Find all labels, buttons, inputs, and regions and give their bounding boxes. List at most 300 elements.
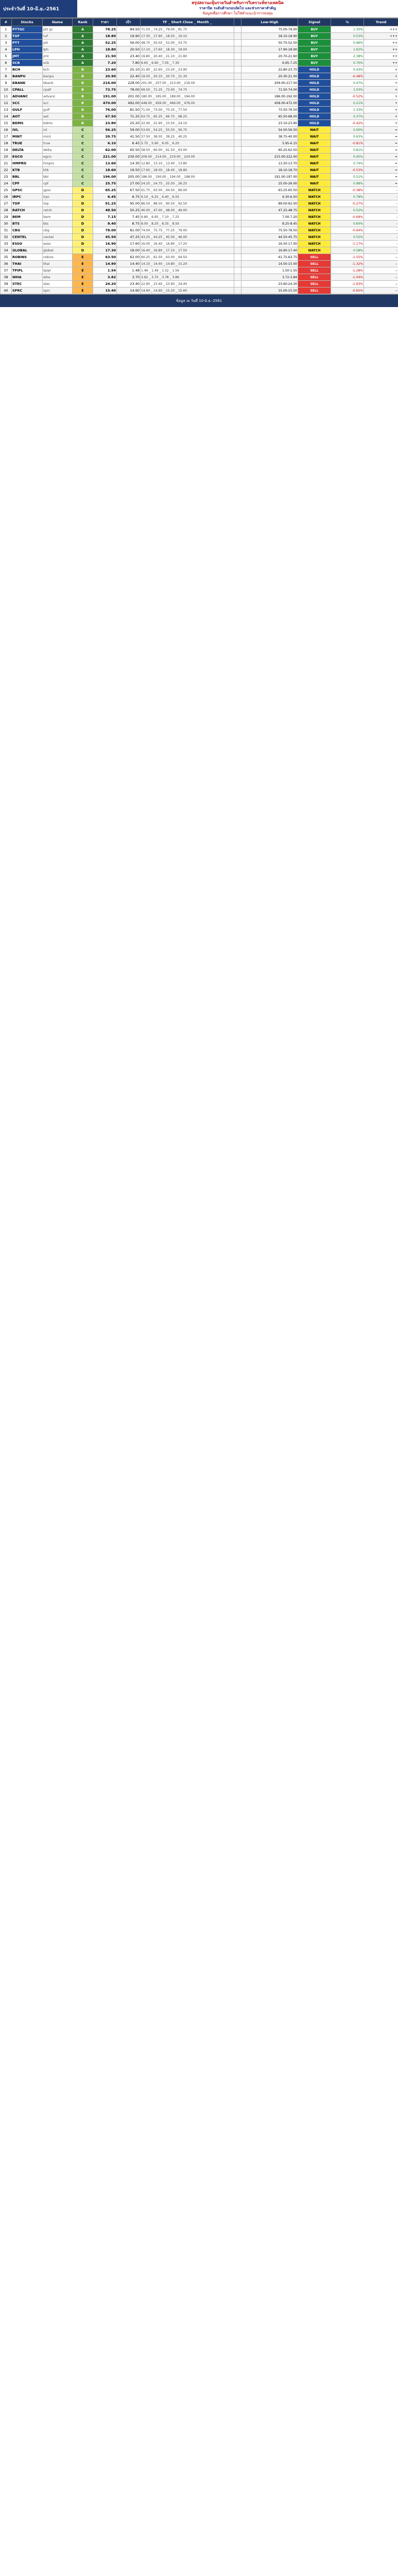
target-value: 59.00	[117, 127, 141, 133]
stock-symbol[interactable]: JMT	[12, 53, 43, 60]
stock-symbol[interactable]: KBANK	[12, 80, 43, 87]
signal-badge: SELL	[298, 281, 331, 287]
trend-indicator: ++	[364, 40, 398, 46]
range-values: 46.00 _ 47.00 _ 48.00 _ 49.00	[141, 207, 234, 214]
signal-badge: WAIT	[298, 154, 331, 160]
stock-symbol[interactable]: THAI	[12, 261, 43, 267]
table-row[interactable]	[1, 140, 398, 147]
change-percent: 1.03%	[331, 87, 364, 93]
table-row[interactable]	[1, 33, 398, 40]
col-pct: %	[331, 19, 364, 26]
rank-badge: A	[73, 26, 93, 33]
target-value: 25.20	[117, 120, 141, 127]
price-value: 196.00	[93, 174, 117, 180]
stock-name: centel	[43, 234, 73, 241]
stock-name: tpipl	[43, 267, 73, 274]
row-marker	[234, 287, 241, 294]
change-percent: -0.42%	[331, 120, 364, 127]
low-high-range: 16.90-17.40	[241, 247, 298, 254]
target-value: 201.00	[117, 93, 141, 100]
range-values: 6.65 _ 6.90 _ 7.05 _ 7.30	[141, 60, 234, 66]
row-marker	[234, 274, 241, 281]
rank-badge: D	[73, 200, 93, 207]
trend-indicator: -	[364, 200, 398, 207]
trend-indicator: =	[364, 160, 398, 167]
table-row[interactable]	[1, 46, 398, 53]
change-percent: -0.53%	[331, 167, 364, 174]
row-marker	[234, 33, 241, 40]
stock-symbol[interactable]: DELTA	[12, 147, 43, 154]
range-values: 6.10 _ 6.25 _ 6.40 _ 6.55	[141, 194, 234, 200]
stock-name: egco	[43, 154, 73, 160]
signal-badge: WATCH	[298, 221, 331, 227]
range-values: 186.00 _ 190.00 _ 194.00 _ 198.00	[141, 174, 234, 180]
rank-badge: E	[73, 254, 93, 261]
signal-badge: BUY	[298, 40, 331, 46]
rank-badge: C	[73, 174, 93, 180]
range-values: 17.10 _ 17.60 _ 18.30 _ 19.00	[141, 46, 234, 53]
signal-badge: WATCH	[298, 194, 331, 200]
row-marker	[234, 281, 241, 287]
signal-badge: BUY	[298, 26, 331, 33]
signal-badge: SELL	[298, 287, 331, 294]
target-value: 71.25	[117, 113, 141, 120]
stock-name: scc	[43, 100, 73, 107]
low-high-range: 458.00-472.00	[241, 100, 298, 107]
change-percent: -0.52%	[331, 93, 364, 100]
row-marker	[234, 174, 241, 180]
price-value: 65.25	[93, 187, 117, 194]
row-marker	[234, 120, 241, 127]
table-row[interactable]	[1, 174, 398, 180]
stock-name: bem	[43, 214, 73, 221]
change-percent: -1.04%	[331, 274, 364, 281]
signal-badge: HOLD	[298, 87, 331, 93]
rank-badge: E	[73, 261, 93, 267]
rank-badge: C	[73, 154, 93, 160]
trend-indicator: -	[364, 241, 398, 247]
signal-badge: WATCH	[298, 247, 331, 254]
price-value: 67.50	[93, 113, 117, 120]
row-index: 6	[1, 60, 12, 66]
range-values: 16.00 _ 16.40 _ 16.80 _ 17.20	[141, 241, 234, 247]
col-range: TF _ Short Close _ Month _	[141, 19, 234, 26]
target-value: 56.00	[117, 40, 141, 46]
table-row[interactable]	[1, 100, 398, 107]
row-index: 27	[1, 200, 12, 207]
range-values: 5.75 _ 5.90 _ 6.05 _ 6.20	[141, 140, 234, 147]
stock-name: true	[43, 140, 73, 147]
change-percent: -1.28%	[331, 267, 364, 274]
price-value: 78.25	[93, 26, 117, 33]
rank-badge: E	[73, 281, 93, 287]
rank-badge: B	[73, 100, 93, 107]
low-high-range: 209.00-217.00	[241, 80, 298, 87]
signal-badge: WAIT	[298, 174, 331, 180]
target-value: 50.25	[117, 207, 141, 214]
signal-badge: WAIT	[298, 140, 331, 147]
top-banner	[0, 0, 398, 18]
rank-badge: C	[73, 167, 93, 174]
stock-symbol[interactable]: BTS	[12, 221, 43, 227]
change-percent: -0.69%	[331, 214, 364, 221]
signal-badge: WAIT	[298, 133, 331, 140]
stock-name: sprc	[43, 287, 73, 294]
low-high-range: 71.50-74.00	[241, 87, 298, 93]
row-index: 3	[1, 40, 12, 46]
range-values: 61.75 _ 63.00 _ 64.50 _ 66.00	[141, 187, 234, 194]
price-value: 52.25	[93, 40, 117, 46]
stock-name: advanc	[43, 93, 73, 100]
target-value: 95.00	[117, 200, 141, 207]
range-values: 86.50 _ 88.50 _ 90.50 _ 92.50	[141, 200, 234, 207]
price-value: 20.90	[93, 73, 117, 80]
stock-name: stec	[43, 281, 73, 287]
price-value: 216.00	[93, 80, 117, 87]
signal-badge: HOLD	[298, 120, 331, 127]
signal-badge: BUY	[298, 33, 331, 40]
table-row[interactable]	[1, 66, 398, 73]
table-row[interactable]	[1, 187, 398, 194]
table-row[interactable]	[1, 127, 398, 133]
low-high-range: 7.00-7.20	[241, 214, 298, 221]
range-values: 63.75 _ 65.25 _ 66.75 _ 68.25	[141, 113, 234, 120]
stock-symbol[interactable]: PTTGC	[12, 26, 43, 33]
trend-indicator: +++	[364, 33, 398, 40]
rank-badge: D	[73, 214, 93, 221]
low-high-range: 54.50-56.50	[241, 127, 298, 133]
stock-symbol[interactable]: SCB	[12, 60, 43, 66]
stock-table	[0, 18, 398, 294]
stock-symbol[interactable]: EGCO	[12, 154, 43, 160]
table-row[interactable]	[1, 254, 398, 261]
change-percent: -0.38%	[331, 187, 364, 194]
table-row[interactable]	[1, 167, 398, 174]
stock-symbol[interactable]: LPH	[12, 46, 43, 53]
stock-name: gpsc	[43, 187, 73, 194]
stock-name: tuf	[43, 33, 73, 40]
table-row[interactable]	[1, 207, 398, 214]
low-high-range: 23.10-23.90	[241, 120, 298, 127]
signal-badge: BUY	[298, 46, 331, 53]
stock-symbol[interactable]: CPF	[12, 180, 43, 187]
stock-name: mint	[43, 133, 73, 140]
row-marker	[234, 254, 241, 261]
stock-name: scb	[43, 60, 73, 66]
row-marker	[234, 180, 241, 187]
low-high-range: 20.70-21.60	[241, 53, 298, 60]
stock-symbol[interactable]: MINT	[12, 133, 43, 140]
change-percent: 0.81%	[331, 147, 364, 154]
trend-indicator: +++	[364, 26, 398, 33]
stock-name: bdms	[43, 120, 73, 127]
table-row[interactable]	[1, 247, 398, 254]
stock-symbol[interactable]: STEC	[12, 281, 43, 287]
target-value: 228.00	[117, 80, 141, 87]
stock-symbol[interactable]: WHA	[12, 274, 43, 281]
trend-indicator: =	[364, 180, 398, 187]
row-marker	[234, 133, 241, 140]
stock-symbol[interactable]: ADVANC	[12, 93, 43, 100]
row-index: 10	[1, 87, 12, 93]
low-high-range: 6.30-6.50	[241, 194, 298, 200]
row-marker	[234, 207, 241, 214]
low-high-range: 22.80-23.70	[241, 66, 298, 73]
table-row[interactable]	[1, 93, 398, 100]
price-value: 48.50	[93, 207, 117, 214]
stock-symbol[interactable]: BBL	[12, 174, 43, 180]
change-percent: -1.63%	[331, 281, 364, 287]
stock-symbol[interactable]: BANPU	[12, 73, 43, 80]
row-index: 15	[1, 120, 12, 127]
stock-name: ptt gc	[43, 26, 73, 33]
row-index: 9	[1, 80, 12, 87]
range-values: 17.30 _ 17.90 _ 18.50 _ 19.10	[141, 33, 234, 40]
price-value: 14.90	[93, 261, 117, 267]
range-values: 3.62 _ 3.70 _ 3.78 _ 3.86	[141, 274, 234, 281]
stock-symbol[interactable]: CENTEL	[12, 234, 43, 241]
table-row[interactable]	[1, 180, 398, 187]
target-value: 84.50	[117, 26, 141, 33]
table-row[interactable]	[1, 194, 398, 200]
table-row[interactable]	[1, 40, 398, 46]
low-high-range: 3.72-3.84	[241, 274, 298, 281]
stock-symbol[interactable]: SCC	[12, 100, 43, 107]
table-row[interactable]	[1, 287, 398, 294]
stock-symbol[interactable]: BCH	[12, 66, 43, 73]
stock-symbol[interactable]: HMPRO	[12, 160, 43, 167]
change-percent: 0.74%	[331, 160, 364, 167]
change-percent: 1.30%	[331, 26, 364, 33]
stock-symbol[interactable]: TUF	[12, 33, 43, 40]
low-high-range: 5.95-6.15	[241, 140, 298, 147]
rank-badge: A	[73, 46, 93, 53]
stock-symbol[interactable]: GPSC	[12, 187, 43, 194]
stock-name: banpu	[43, 73, 73, 80]
price-value: 62.00	[93, 147, 117, 154]
rank-badge: C	[73, 180, 93, 187]
target-value: 23.40	[117, 53, 141, 60]
table-row[interactable]	[1, 200, 398, 207]
stock-name: bbl	[43, 174, 73, 180]
table-row[interactable]	[1, 241, 398, 247]
row-index: 25	[1, 187, 12, 194]
trend-indicator: -	[364, 207, 398, 214]
change-percent: 1.62%	[331, 46, 364, 53]
rank-badge: B	[73, 73, 93, 80]
stock-symbol[interactable]: IRPC	[12, 194, 43, 200]
table-row[interactable]	[1, 133, 398, 140]
signal-badge: WAIT	[298, 180, 331, 187]
price-value: 1.54	[93, 267, 117, 274]
table-row[interactable]	[1, 107, 398, 113]
trend-indicator: =	[364, 154, 398, 160]
table-row[interactable]	[1, 234, 398, 241]
target-value: 65.50	[117, 147, 141, 154]
row-index: 23	[1, 174, 12, 180]
stock-symbol[interactable]: BDMS	[12, 120, 43, 127]
page-footer: ข้อมูล ณ วันที่ 10-มิ.ย.-2561	[0, 294, 398, 307]
signal-badge: WATCH	[298, 234, 331, 241]
table-row[interactable]	[1, 113, 398, 120]
trend-indicator: =	[364, 174, 398, 180]
price-value: 76.00	[93, 107, 117, 113]
low-high-range: 63.25-65.50	[241, 187, 298, 194]
row-index: 29	[1, 214, 12, 221]
range-values: 58.50 _ 60.00 _ 61.50 _ 63.00	[141, 147, 234, 154]
row-marker	[234, 107, 241, 113]
stock-symbol[interactable]: RATCH	[12, 207, 43, 214]
stock-symbol[interactable]: GLOBAL	[12, 247, 43, 254]
range-values: 43.25 _ 44.25 _ 45.00 _ 46.00	[141, 234, 234, 241]
report-date: ประจำวันที่ 10-มิ.ย.-2561	[0, 0, 77, 18]
table-row[interactable]	[1, 221, 398, 227]
trend-indicator: +	[364, 120, 398, 127]
price-value: 191.00	[93, 93, 117, 100]
signal-badge: WAIT	[298, 167, 331, 174]
stock-symbol[interactable]: TOP	[12, 200, 43, 207]
rank-badge: D	[73, 227, 93, 234]
col-symbol: Stocks	[12, 19, 43, 26]
change-percent: 0.53%	[331, 33, 364, 40]
stock-symbol[interactable]: BEM	[12, 214, 43, 221]
signal-badge: HOLD	[298, 113, 331, 120]
rank-badge: C	[73, 127, 93, 133]
table-row[interactable]	[1, 147, 398, 154]
trend-indicator: --	[364, 261, 398, 267]
trend-indicator: --	[364, 274, 398, 281]
stock-name: ptt	[43, 40, 73, 46]
range-values: 22.40 _ 22.90 _ 23.50 _ 24.10	[141, 120, 234, 127]
stock-symbol[interactable]: TRUE	[12, 140, 43, 147]
table-row[interactable]	[1, 261, 398, 267]
stock-symbol[interactable]: ROBINS	[12, 254, 43, 261]
low-high-range: 73.50-76.50	[241, 107, 298, 113]
row-index: 26	[1, 194, 12, 200]
row-index: 35	[1, 254, 12, 261]
table-body	[1, 26, 398, 294]
row-index: 32	[1, 234, 12, 241]
target-value: 23.40	[117, 281, 141, 287]
stock-symbol[interactable]: GULF	[12, 107, 43, 113]
change-percent: -1.55%	[331, 254, 364, 261]
trend-indicator: -	[364, 187, 398, 194]
rank-badge: D	[73, 234, 93, 241]
table-row[interactable]	[1, 73, 398, 80]
table-row[interactable]	[1, 26, 398, 33]
stock-symbol[interactable]: CBG	[12, 227, 43, 234]
stock-symbol[interactable]: AOT	[12, 113, 43, 120]
price-value: 18.60	[93, 167, 117, 174]
rank-badge: B	[73, 80, 93, 87]
target-value: 492.00	[117, 100, 141, 107]
table-row[interactable]	[1, 120, 398, 127]
stock-name: jmt	[43, 53, 73, 60]
row-marker	[234, 267, 241, 274]
table-row[interactable]	[1, 227, 398, 234]
table-row[interactable]	[1, 60, 398, 66]
trend-indicator: --	[364, 281, 398, 287]
low-high-range: 191.00-197.00	[241, 174, 298, 180]
trend-indicator: +	[364, 107, 398, 113]
row-marker	[234, 73, 241, 80]
range-values: 71.00 _ 73.00 _ 75.25 _ 77.50	[141, 107, 234, 113]
change-percent: -0.81%	[331, 140, 364, 147]
trend-indicator: +	[364, 93, 398, 100]
stock-name: wha	[43, 274, 73, 281]
stock-symbol[interactable]: SPRC	[12, 287, 43, 294]
rank-badge: C	[73, 147, 93, 154]
row-index: 19	[1, 147, 12, 154]
row-index: 34	[1, 247, 12, 254]
table-row[interactable]	[1, 274, 398, 281]
stock-symbol[interactable]: IVL	[12, 127, 43, 133]
row-marker	[234, 214, 241, 221]
stock-symbol[interactable]: CPALL	[12, 87, 43, 93]
low-high-range: 8.25-8.45	[241, 221, 298, 227]
target-value: 81.00	[117, 227, 141, 234]
rank-badge: B	[73, 120, 93, 127]
target-value: 7.45	[117, 214, 141, 221]
row-marker	[234, 53, 241, 60]
rank-badge: D	[73, 187, 93, 194]
table-row[interactable]	[1, 80, 398, 87]
low-high-range: 18.10-18.70	[241, 167, 298, 174]
trend-indicator: +	[364, 80, 398, 87]
target-value: 78.00	[117, 87, 141, 93]
stock-symbol[interactable]: TPIPL	[12, 267, 43, 274]
table-row[interactable]	[1, 160, 398, 167]
row-marker	[234, 160, 241, 167]
row-index: 12	[1, 100, 12, 107]
stock-name: thai	[43, 261, 73, 267]
target-value: 27.00	[117, 180, 141, 187]
headline	[77, 0, 398, 18]
row-index: 17	[1, 133, 12, 140]
table-row[interactable]	[1, 53, 398, 60]
target-value: 19.50	[117, 167, 141, 174]
change-percent: 0.63%	[331, 133, 364, 140]
row-marker	[234, 26, 241, 33]
trend-indicator: --	[364, 254, 398, 261]
trend-indicator: --	[364, 287, 398, 294]
table-row[interactable]	[1, 87, 398, 93]
rank-badge: A	[73, 60, 93, 66]
row-marker	[234, 261, 241, 267]
table-row[interactable]	[1, 267, 398, 274]
target-value: 25.10	[117, 66, 141, 73]
stock-name: top	[43, 200, 73, 207]
table-row[interactable]	[1, 281, 398, 287]
signal-badge: SELL	[298, 261, 331, 267]
range-values: 6.80 _ 6.95 _ 7.10 _ 7.25	[141, 214, 234, 221]
table-row[interactable]	[1, 214, 398, 221]
trend-indicator: -	[364, 234, 398, 241]
signal-badge: SELL	[298, 274, 331, 281]
table-row[interactable]	[1, 154, 398, 160]
row-marker	[234, 80, 241, 87]
trend-indicator: =	[364, 140, 398, 147]
row-marker	[234, 100, 241, 107]
stock-name: delta	[43, 147, 73, 154]
signal-badge: WAIT	[298, 160, 331, 167]
stock-symbol[interactable]: PTT	[12, 40, 43, 46]
row-marker	[234, 66, 241, 73]
stock-symbol[interactable]: ESSO	[12, 241, 43, 247]
row-index: 24	[1, 180, 12, 187]
stock-symbol[interactable]: KTB	[12, 167, 43, 174]
price-value: 39.75	[93, 133, 117, 140]
